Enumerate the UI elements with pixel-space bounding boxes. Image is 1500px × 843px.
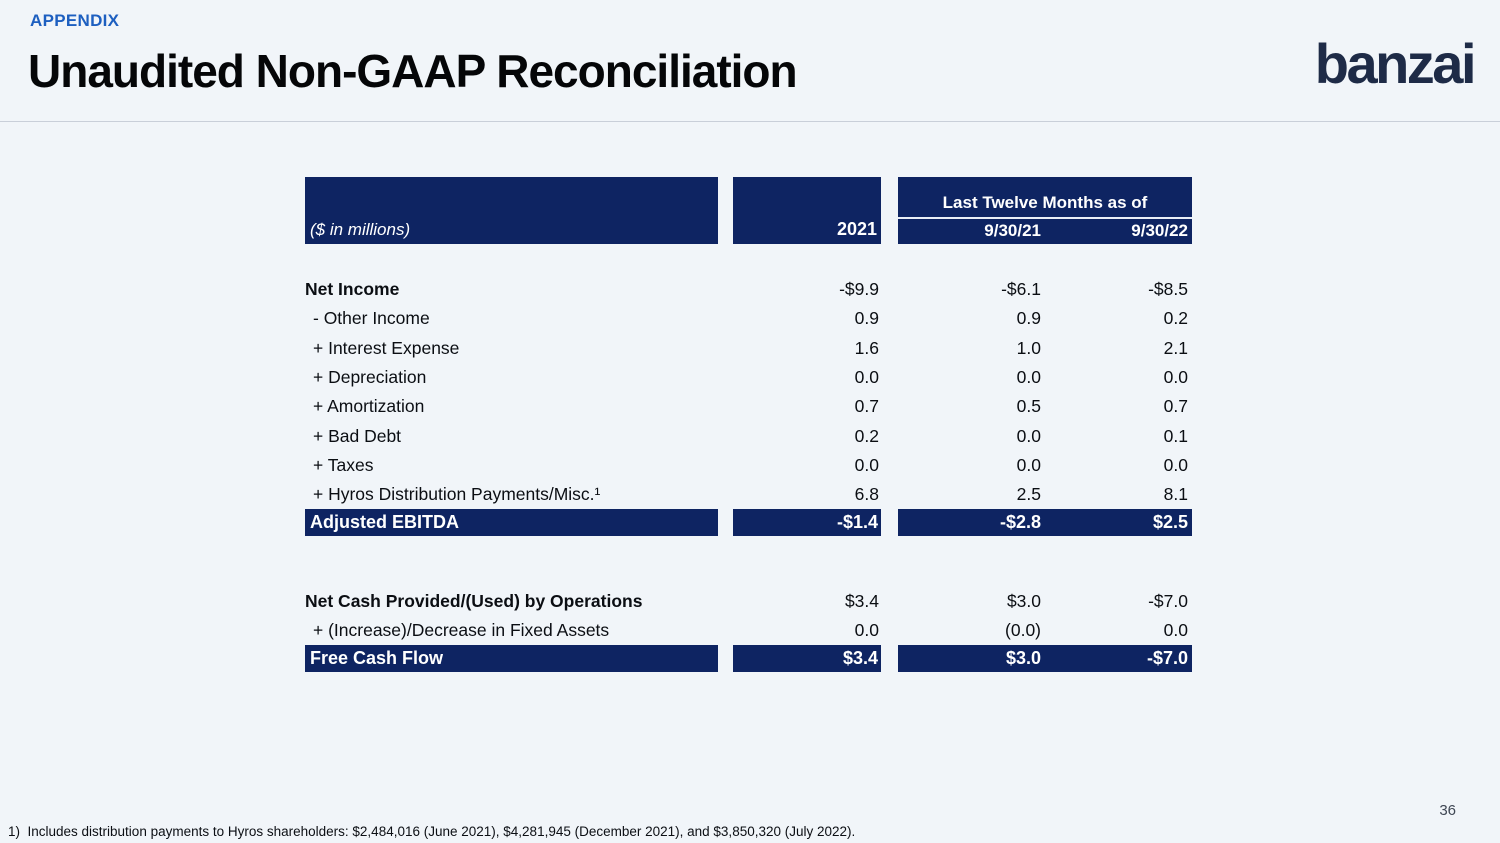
reconciliation-table [305,177,1192,672]
value-2021: -$9.9 [839,279,879,300]
table-row [305,275,1192,304]
value-9-30-22: 0.2 [1163,308,1188,329]
value-9-30-21: 1.0 [1016,337,1041,358]
table-header-row [305,177,1192,244]
value-9-30-21: 0.9 [1016,308,1041,329]
banzai-logo: banzai [1314,32,1474,95]
value-2021: 1.6 [854,337,879,358]
table-row [305,421,1192,450]
free-cash-flow-section [305,586,1192,645]
value-9-30-21: (0.0) [1005,619,1041,640]
ltm-values [898,308,1192,329]
value-9-30-22: 2.1 [1163,337,1188,358]
total-value-9-30-22: -$7.0 [1146,647,1188,668]
ltm-title: Last Twelve Months as of [898,177,1192,219]
row-label: - Other Income [313,308,430,329]
ebitda-reconciliation-section [305,275,1192,509]
total-value-9-30-22: $2.5 [1152,512,1188,533]
value-2021: 0.0 [854,619,879,640]
units-label: ($ in millions) [310,220,411,239]
row-label: + Interest Expense [313,337,460,358]
table-row [305,586,1192,615]
ltm-values [898,279,1192,300]
table-row [305,392,1192,421]
total-value-9-30-21: -$2.8 [999,512,1041,533]
row-label: + Hyros Distribution Payments/Misc.¹ [313,484,601,505]
total-ltm-values [898,509,1192,536]
table-row [305,363,1192,392]
ltm-header-cell [898,177,1192,244]
free-cash-flow-total-row [305,645,1192,672]
table-row [305,480,1192,509]
row-label: + Amortization [313,396,425,417]
value-9-30-22: 8.1 [1163,484,1188,505]
value-2021: 0.0 [854,454,879,475]
row-label: + Depreciation [313,367,427,388]
value-9-30-21: 0.0 [1016,367,1041,388]
table-row [305,451,1192,480]
page-title: Unaudited Non-GAAP Reconciliation [28,45,797,97]
row-label: + (Increase)/Decrease in Fixed Assets [313,619,610,640]
ltm-values [898,620,1192,641]
value-9-30-22: -$8.5 [1148,279,1188,300]
ltm-values [898,396,1192,417]
value-2021: 0.9 [854,308,879,329]
units-header-cell [305,177,718,244]
value-2021: 0.0 [854,367,879,388]
col-9-30-21-label: 9/30/21 [984,221,1041,240]
value-2021: 0.7 [854,396,879,417]
value-9-30-21: 2.5 [1016,484,1041,505]
header-divider [0,121,1500,122]
col-2021-label: 2021 [836,219,877,239]
value-9-30-22: 0.0 [1163,619,1188,640]
value-2021: 6.8 [854,484,879,505]
ltm-values [898,591,1192,612]
total-value-2021: $3.4 [733,645,881,672]
table-row [305,334,1192,363]
column-gap [718,177,733,244]
row-label: Net Cash Provided/(Used) by Operations [305,590,643,611]
total-row-label: Adjusted EBITDA [305,509,718,536]
value-9-30-22: -$7.0 [1148,590,1188,611]
value-9-30-22: 0.0 [1163,367,1188,388]
ltm-date-headers [898,219,1192,244]
row-label: Net Income [305,279,400,300]
value-9-30-21: 0.0 [1016,425,1041,446]
ltm-values [898,426,1192,447]
footnote: 1) Includes distribution payments to Hyros shareholders: $2,484,016 (June 2021), $4,281,945 (December 2021), and $3,850,320 (July 2022). [8,824,856,839]
appendix-label: APPENDIX [30,11,120,30]
col-9-30-22-label: 9/30/22 [1131,221,1188,240]
ltm-values [898,455,1192,476]
column-gap [881,177,898,244]
ltm-values [898,338,1192,359]
value-2021: $3.4 [844,590,879,611]
value-9-30-21: 0.5 [1016,396,1041,417]
ltm-values [898,367,1192,388]
total-value-9-30-21: $3.0 [1005,647,1041,668]
table-row [305,616,1192,645]
value-2021: 0.2 [854,425,879,446]
row-label: + Taxes [313,454,374,475]
col-2021-header-cell [733,177,881,244]
ltm-values [898,484,1192,505]
table-row [305,304,1192,333]
adjusted-ebitda-total-row [305,509,1192,536]
value-9-30-22: 0.1 [1163,425,1188,446]
value-9-30-21: $3.0 [1006,590,1041,611]
row-label: + Bad Debt [313,425,402,446]
page-number: 36 [1439,802,1456,819]
value-9-30-22: 0.7 [1163,396,1188,417]
total-row-label: Free Cash Flow [305,645,718,672]
total-value-2021: -$1.4 [733,509,881,536]
value-9-30-21: 0.0 [1016,454,1041,475]
value-9-30-22: 0.0 [1163,454,1188,475]
value-9-30-21: -$6.1 [1001,279,1041,300]
total-ltm-values [898,645,1192,672]
